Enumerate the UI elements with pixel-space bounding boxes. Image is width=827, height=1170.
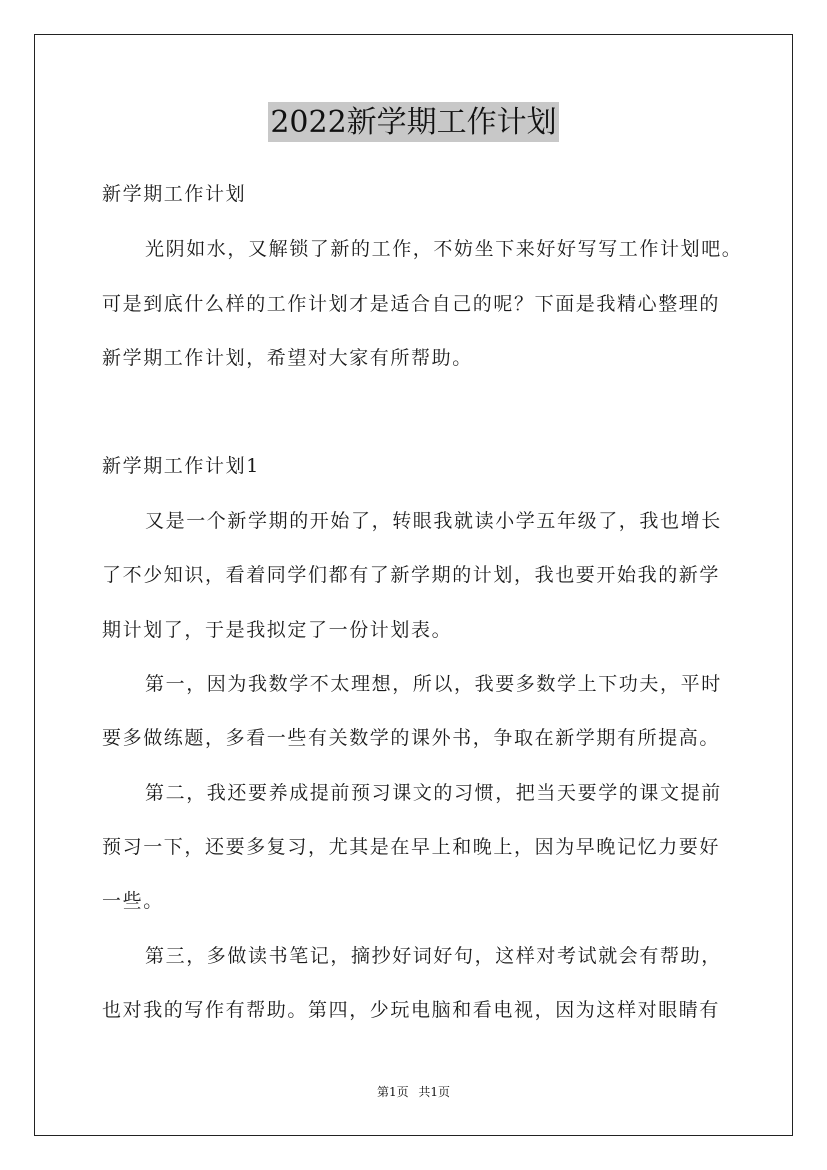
paragraph-line: 第三，多做读书笔记，摘抄好词好句，这样对考试就会有帮助， <box>145 945 722 967</box>
title-container <box>0 102 827 142</box>
paragraph-line: 了不少知识，看着同学们都有了新学期的计划，我也要开始我的新学 <box>102 564 721 586</box>
paragraph-line: 期计划了，于是我拟定了一份计划表。 <box>102 619 453 641</box>
paragraph-line: 预习一下，还要多复习，尤其是在早上和晚上，因为早晚记忆力要好 <box>102 836 721 858</box>
intro-heading: 新学期工作计划 <box>102 183 247 205</box>
paragraph-line: 要多做练题，多看一些有关数学的课外书，争取在新学期有所提高。 <box>102 727 721 749</box>
document-title: 2022新学期工作计划 <box>268 102 558 142</box>
paragraph-line: 第一，因为我数学不太理想，所以，我要多数学上下功夫，平时 <box>145 673 722 695</box>
paragraph-line: 第二，我还要养成提前预习课文的习惯，把当天要学的课文提前 <box>145 782 722 804</box>
paragraph-line: 一些。 <box>102 890 164 912</box>
paragraph-line: 新学期工作计划，希望对大家有所帮助。 <box>102 347 473 369</box>
paragraph-line: 可是到底什么样的工作计划才是适合自己的呢？下面是我精心整理的 <box>102 293 721 315</box>
paragraph-line: 光阴如水，又解锁了新的工作，不妨坐下来好好写写工作计划吧。 <box>145 238 743 260</box>
section-heading: 新学期工作计划1 <box>102 455 260 477</box>
page-footer: 第1页 共1页 <box>376 1085 451 1099</box>
paragraph-line: 也对我的写作有帮助。第四，少玩电脑和看电视，因为这样对眼睛有 <box>102 999 721 1021</box>
paragraph-line: 又是一个新学期的开始了，转眼我就读小学五年级了，我也增长 <box>145 510 722 532</box>
